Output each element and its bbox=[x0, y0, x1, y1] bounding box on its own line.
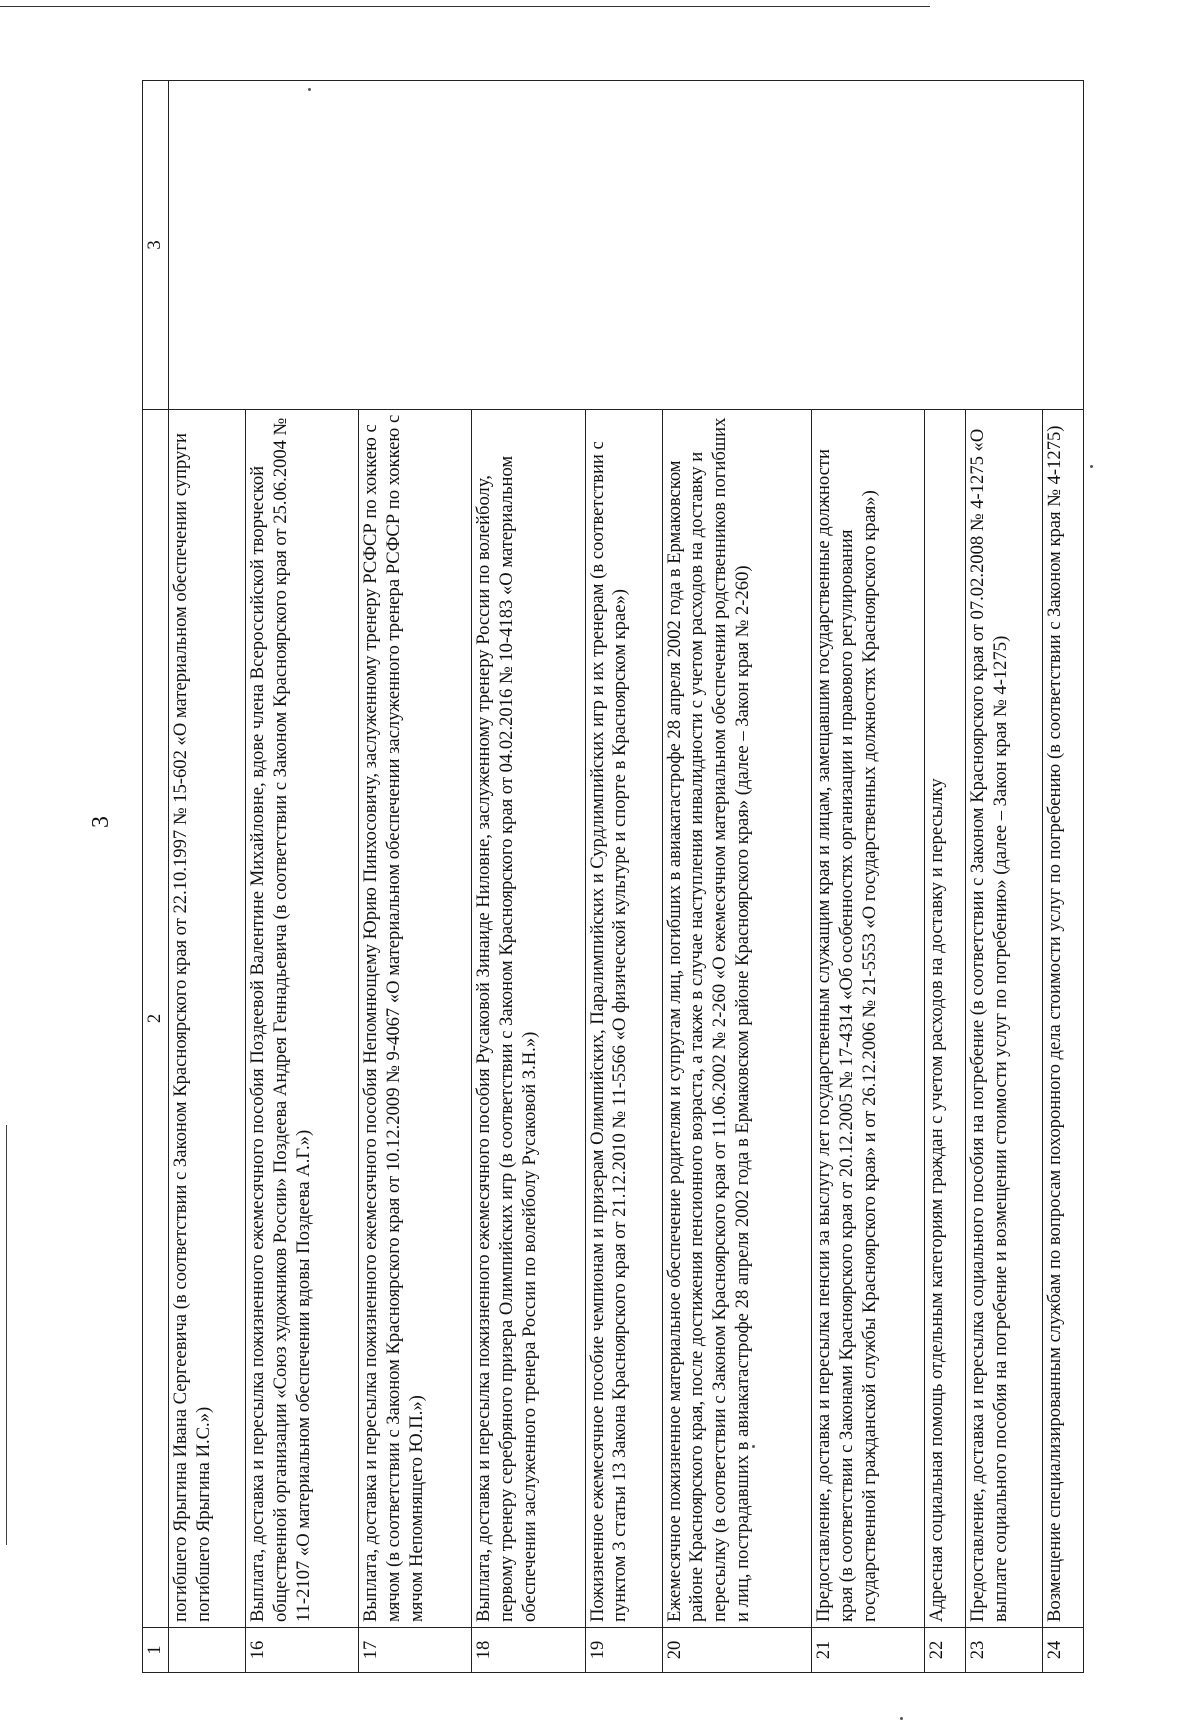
benefits-table bbox=[142, 80, 1084, 1673]
page-number: 3 bbox=[88, 816, 114, 828]
column-header-3: 3 bbox=[143, 81, 169, 410]
rotated-table-sheet bbox=[142, 81, 1084, 1673]
row-text: Возмещение специализированным службам по вопросам похоронного дела стоимости услуг по погребению (в соответствии с Законом края № 4-1275) bbox=[1043, 410, 1084, 1628]
column-header-2: 2 bbox=[143, 410, 169, 1628]
row-number: 21 bbox=[811, 1628, 924, 1673]
row-text: Выплата, доставка и пересылка пожизненного ежемесячного пособия Русаковой Зинаиде Ниловне, заслуженному тренеру России по волейболу, первому тренеру серебряного призера Олимпийских игр (в соответствии с Законом Красноярского края от 04.02.2016 № 10-4183 «О материальном обеспечении заслуженного тренера России по волейболу Русаковой З.Н.») bbox=[472, 410, 585, 1628]
scan-speck bbox=[1090, 465, 1093, 468]
row-text: Ежемесячное пожизненное материальное обеспечение родителям и супругам лиц, погибших в авиакатастрофе 28 апреля 2002 года в Ермаковском районе Красноярского края, после достижения пенсионного возраста, а также в случае наступления инвалидности с учетом расходов на доставку и пересылку (в соответствии с Законом Красноярского края от 11.06.2002 № 2-260 «О ежемесячном материальном обеспечении родственников погибших и лиц, пострадавших в авиакатастрофе 28 апреля 2002 года в Ермаковском районе Красноярского края» (далее – Закон края № 2-260) bbox=[662, 410, 811, 1628]
row-text: Выплата, доставка и пересылка пожизненного ежемесячного пособия Непомнющему Юрию Пинхосовичу, заслуженному тренеру РСФСР по хоккею с мячом (в соответствии с Законом Красноярского края от 10.12.2009 № 9-4067 «О материальном обеспечении заслуженного тренера РСФСР по хоккею с мячом Непомнящего Ю.П.») bbox=[359, 410, 472, 1628]
row-text: погибшего Ярыгина Ивана Сергеевича (в соответствии с Законом Красноярского края от 22.10.1997 № 15-602 «О материальном обеспечении супруги погибшего Ярыгина И.С.») bbox=[169, 410, 246, 1628]
table-row-continuation bbox=[169, 81, 246, 1673]
row-number: 22 bbox=[925, 1628, 966, 1673]
left-scan-rule bbox=[6, 1125, 7, 1545]
top-scan-rule bbox=[0, 6, 930, 7]
column-header-1: 1 bbox=[143, 1628, 169, 1673]
table-header-row bbox=[143, 81, 169, 1673]
row-text: Адресная социальная помощь отдельным категориям граждан с учетом расходов на доставку и пересылку bbox=[925, 410, 966, 1628]
row-number: 16 bbox=[246, 1628, 359, 1673]
row-number bbox=[169, 1628, 246, 1673]
row-text: Предоставление, доставка и пересылка пенсии за выслугу лет государственным служащим края и лицам, замещавшим государственные должности края (в соответствии с Законами Красноярского края от 20.12.2005 № 17-4314 «Об особенностях организации и правового регулирования государственной гражданской службы Красноярского края» и от 26.12.2006 № 21-5553 «О государственных должностях Красноярского края») bbox=[811, 410, 924, 1628]
row-number: 24 bbox=[1043, 1628, 1084, 1673]
row-text: Выплата, доставка и пересылка пожизненного ежемесячного пособия Поздеевой Валентине Михайловне, вдове члена Всероссийской творческой общественной организации «Союз художников России» Поздеева Андрея Геннадьевича (в соответствии с Законом Красноярского края от 25.06.2004 № 11-2107 «О материальном обеспечении вдовы Поздеева А.Г.») bbox=[246, 410, 359, 1628]
row-number: 18 bbox=[472, 1628, 585, 1673]
scan-speck bbox=[900, 1717, 903, 1720]
row-number: 23 bbox=[965, 1628, 1042, 1673]
row-number: 19 bbox=[585, 1628, 662, 1673]
row-text: Пожизненное ежемесячное пособие чемпионам и призерам Олимпийских, Паралимпийских и Сурдлимпийских игр и их тренерам (в соответствии с пунктом 3 статьи 13 Закона Красноярского края от 21.12.2010 № 11-5566 «О физической культуре и спорте в Красноярском крае») bbox=[585, 410, 662, 1628]
row-col3 bbox=[169, 81, 1084, 410]
row-number: 20 bbox=[662, 1628, 811, 1673]
row-text: Предоставление, доставка и пересылка социального пособия на погребение (в соответствии с Законом Красноярского края от 07.02.2008 № 4-1275 «О выплате социального пособия на погребение и возмещении стоимости услуг по погребению» (далее – Закон края № 4-1275) bbox=[965, 410, 1042, 1628]
row-number: 17 bbox=[359, 1628, 472, 1673]
